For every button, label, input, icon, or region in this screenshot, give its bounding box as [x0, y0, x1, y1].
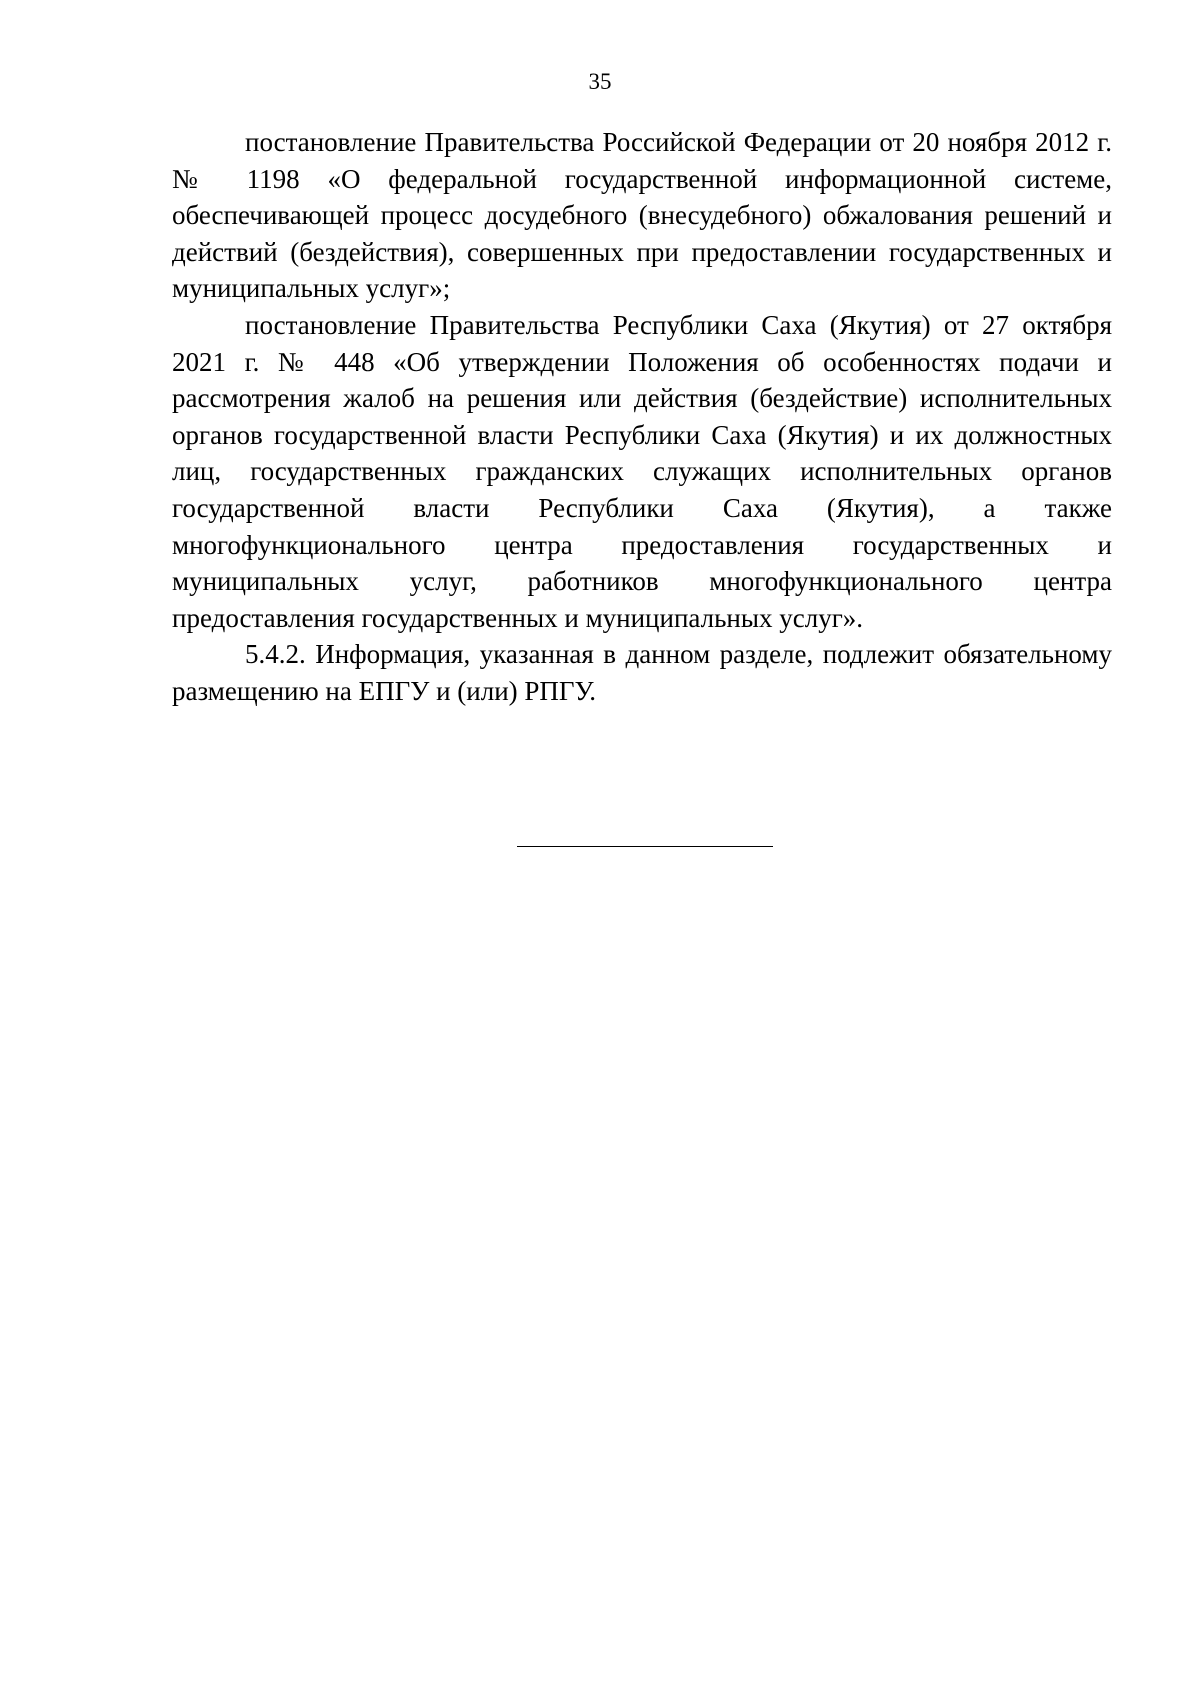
paragraph-decree-448: постановление Правительства Республики Саха (Якутия) от 27 октября 2021 г. № 448 «Об утверждении Положения об особенностях подачи и рассмотрения жалоб на решения или действия (бездействие) исполнительных органов государственной власти Республики Саха (Якутия) и их должностных лиц, государственных гражданских служащих исполнительных органов государственной власти Республики Саха (Якутия), а также многофункционального центра предоставления государственных и муниципальных услуг, работников многофункционального центра предоставления государственных и муниципальных услуг».	[172, 309, 1112, 633]
document-body	[172, 124, 1112, 710]
paragraph-decree-1198: постановление Правительства Российской Федерации от 20 ноября 2012 г. № 1198 «О федеральной государственной информационной системе, обеспечивающей процесс досудебного (внесудебного) обжалования решений и действий (бездействия), совершенных при предоставлении государственных и муниципальных услуг»;	[172, 127, 1112, 304]
end-of-document-rule	[517, 846, 773, 847]
paragraph-5-4-2: 5.4.2. Информация, указанная в данном разделе, подлежит обязательному размещению на ЕПГУ и (или) РПГУ.	[172, 639, 1112, 706]
page-number: 35	[588, 69, 612, 94]
